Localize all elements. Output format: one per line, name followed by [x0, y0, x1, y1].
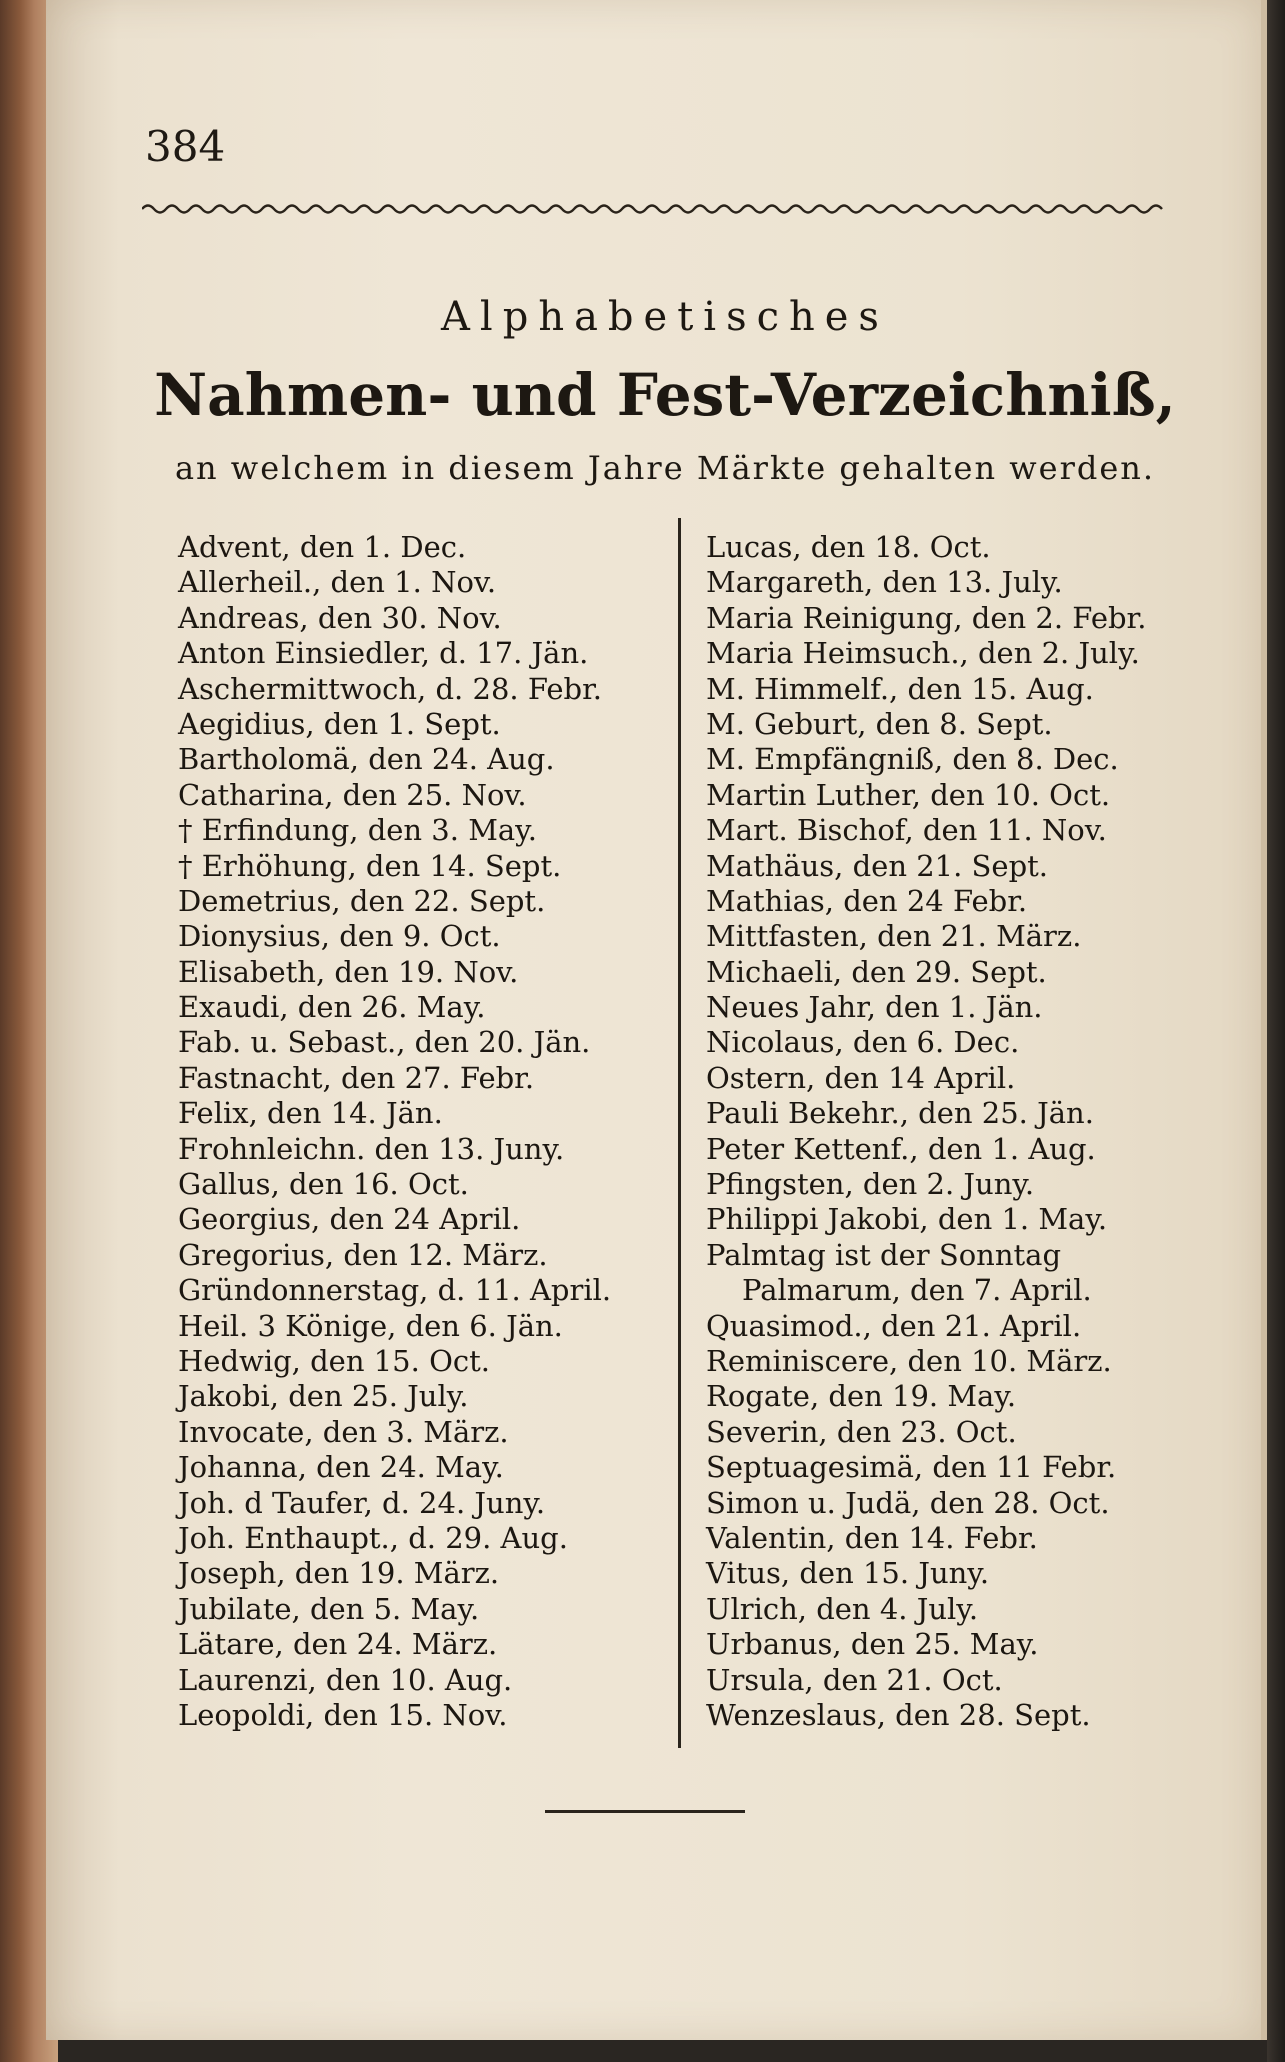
- list-item: Pauli Bekehr., den 25. Jän.: [706, 1096, 1094, 1131]
- list-item: Michaeli, den 29. Sept.: [706, 954, 1047, 989]
- list-item: Anton Einsiedler, d. 17. Jän.: [178, 636, 589, 671]
- list-item: Neues Jahr, den 1. Jän.: [706, 990, 1043, 1025]
- title-block: [100, 290, 1230, 488]
- list-item: † Erfindung, den 3. May.: [178, 813, 537, 848]
- list-item: Joh. Enthaupt., d. 29. Aug.: [178, 1520, 568, 1555]
- list-item: Martin Luther, den 10. Oct.: [706, 777, 1111, 812]
- list-item: Quasimod., den 21. April.: [706, 1308, 1082, 1343]
- list-item: Felix, den 14. Jän.: [178, 1096, 443, 1131]
- list-item: Leopoldi, den 15. Nov.: [178, 1697, 508, 1732]
- list-item: Ulrich, den 4. July.: [706, 1591, 979, 1626]
- page-number: 384: [145, 122, 226, 171]
- list-item: Palmarum, den 7. April.: [742, 1273, 1092, 1308]
- list-item: Gründonnerstag, d. 11. April.: [178, 1273, 612, 1308]
- list-item: Advent, den 1. Dec.: [178, 530, 467, 564]
- list-item: Bartholomä, den 24. Aug.: [178, 742, 555, 777]
- list-item: Exaudi, den 26. May.: [178, 990, 486, 1025]
- list-item: Dionysius, den 9. Oct.: [178, 919, 501, 954]
- list-item: M. Geburt, den 8. Sept.: [706, 706, 1053, 741]
- list-item: Laurenzi, den 10. Aug.: [178, 1662, 513, 1697]
- list-item: Georgius, den 24 April.: [178, 1202, 521, 1237]
- list-item: Mathias, den 24 Febr.: [706, 883, 1028, 918]
- title-line-alphabetisches: Alphabetisches: [441, 294, 889, 340]
- list-item: Palmtag ist der Sonntag: [706, 1237, 1062, 1272]
- list-item: Mittfasten, den 21. März.: [706, 919, 1082, 954]
- list-item: Septuagesimä, den 11 Febr.: [706, 1450, 1117, 1485]
- list-item: M. Himmelf., den 15. Aug.: [706, 671, 1094, 706]
- list-item: Valentin, den 14. Febr.: [706, 1520, 1038, 1555]
- list-item: Peter Kettenf., den 1. Aug.: [706, 1131, 1096, 1166]
- list-item: Philippi Jakobi, den 1. May.: [706, 1202, 1108, 1237]
- list-item: Rogate, den 19. May.: [706, 1379, 1017, 1414]
- list-item: Jubilate, den 5. May.: [178, 1591, 480, 1626]
- list-item: Aschermittwoch, d. 28. Febr.: [178, 671, 602, 706]
- list-item: Mathäus, den 21. Sept.: [706, 848, 1049, 883]
- list-item: Frohnleichn. den 13. Juny.: [178, 1131, 565, 1166]
- list-item: Simon u. Judä, den 28. Oct.: [706, 1485, 1110, 1520]
- bottom-rule: [545, 1810, 745, 1813]
- list-item: Elisabeth, den 19. Nov.: [178, 954, 519, 989]
- left-column-list: [178, 530, 663, 1733]
- ornamental-rule: [142, 200, 1167, 214]
- list-item: Andreas, den 30. Nov.: [178, 600, 502, 635]
- list-item: Fab. u. Sebast., den 20. Jän.: [178, 1025, 591, 1060]
- list-item: Jakobi, den 25. July.: [178, 1379, 469, 1414]
- list-item: Nicolaus, den 6. Dec.: [706, 1025, 1020, 1060]
- page-edge: [1267, 0, 1285, 2062]
- list-item: Gregorius, den 12. März.: [178, 1237, 548, 1272]
- title-line-subtitle: an welchem in diesem Jahre Märkte gehalten werden.: [174, 449, 1156, 487]
- list-item: Ostern, den 14 April.: [706, 1060, 1016, 1095]
- list-item: Maria Reinigung, den 2. Febr.: [706, 600, 1147, 635]
- list-item: Invocate, den 3. März.: [178, 1414, 509, 1449]
- list-item: Margareth, den 13. July.: [706, 565, 1063, 600]
- list-item: Aegidius, den 1. Sept.: [178, 706, 501, 741]
- title-line-main: Nahmen- und Fest-Verzeichniß,: [154, 361, 1176, 429]
- list-item: Pfingsten, den 2. Juny.: [706, 1167, 1035, 1202]
- list-item: Heil. 3 Könige, den 6. Jän.: [178, 1308, 563, 1343]
- list-item: Catharina, den 25. Nov.: [178, 777, 527, 812]
- list-item: Mart. Bischof, den 11. Nov.: [706, 813, 1107, 848]
- list-item: Ursula, den 21. Oct.: [706, 1662, 1003, 1697]
- list-item: M. Empfängniß, den 8. Dec.: [706, 742, 1119, 777]
- right-column-list: [706, 530, 1196, 1733]
- list-item: Johanna, den 24. May.: [178, 1450, 504, 1485]
- list-item: † Erhöhung, den 14. Sept.: [178, 848, 562, 883]
- list-item: Fastnacht, den 27. Febr.: [178, 1060, 535, 1095]
- list-item: Lucas, den 18. Oct.: [706, 530, 991, 564]
- list-item: Reminiscere, den 10. März.: [706, 1343, 1112, 1378]
- list-item: Urbanus, den 25. May.: [706, 1627, 1039, 1662]
- list-item: Lätare, den 24. März.: [178, 1627, 498, 1662]
- list-item: Maria Heimsuch., den 2. July.: [706, 636, 1140, 671]
- list-item: Joh. d Taufer, d. 24. Juny.: [178, 1485, 546, 1520]
- list-item: Gallus, den 16. Oct.: [178, 1167, 469, 1202]
- list-item: Hedwig, den 15. Oct.: [178, 1343, 490, 1378]
- column-divider: [678, 518, 681, 1748]
- list-item: Allerheil., den 1. Nov.: [178, 565, 497, 600]
- list-item: Severin, den 23. Oct.: [706, 1414, 1017, 1449]
- list-item: Vitus, den 15. Juny.: [706, 1556, 990, 1591]
- list-item: Demetrius, den 22. Sept.: [178, 883, 546, 918]
- list-item: Joseph, den 19. März.: [178, 1556, 500, 1591]
- list-item: Wenzeslaus, den 28. Sept.: [706, 1697, 1091, 1732]
